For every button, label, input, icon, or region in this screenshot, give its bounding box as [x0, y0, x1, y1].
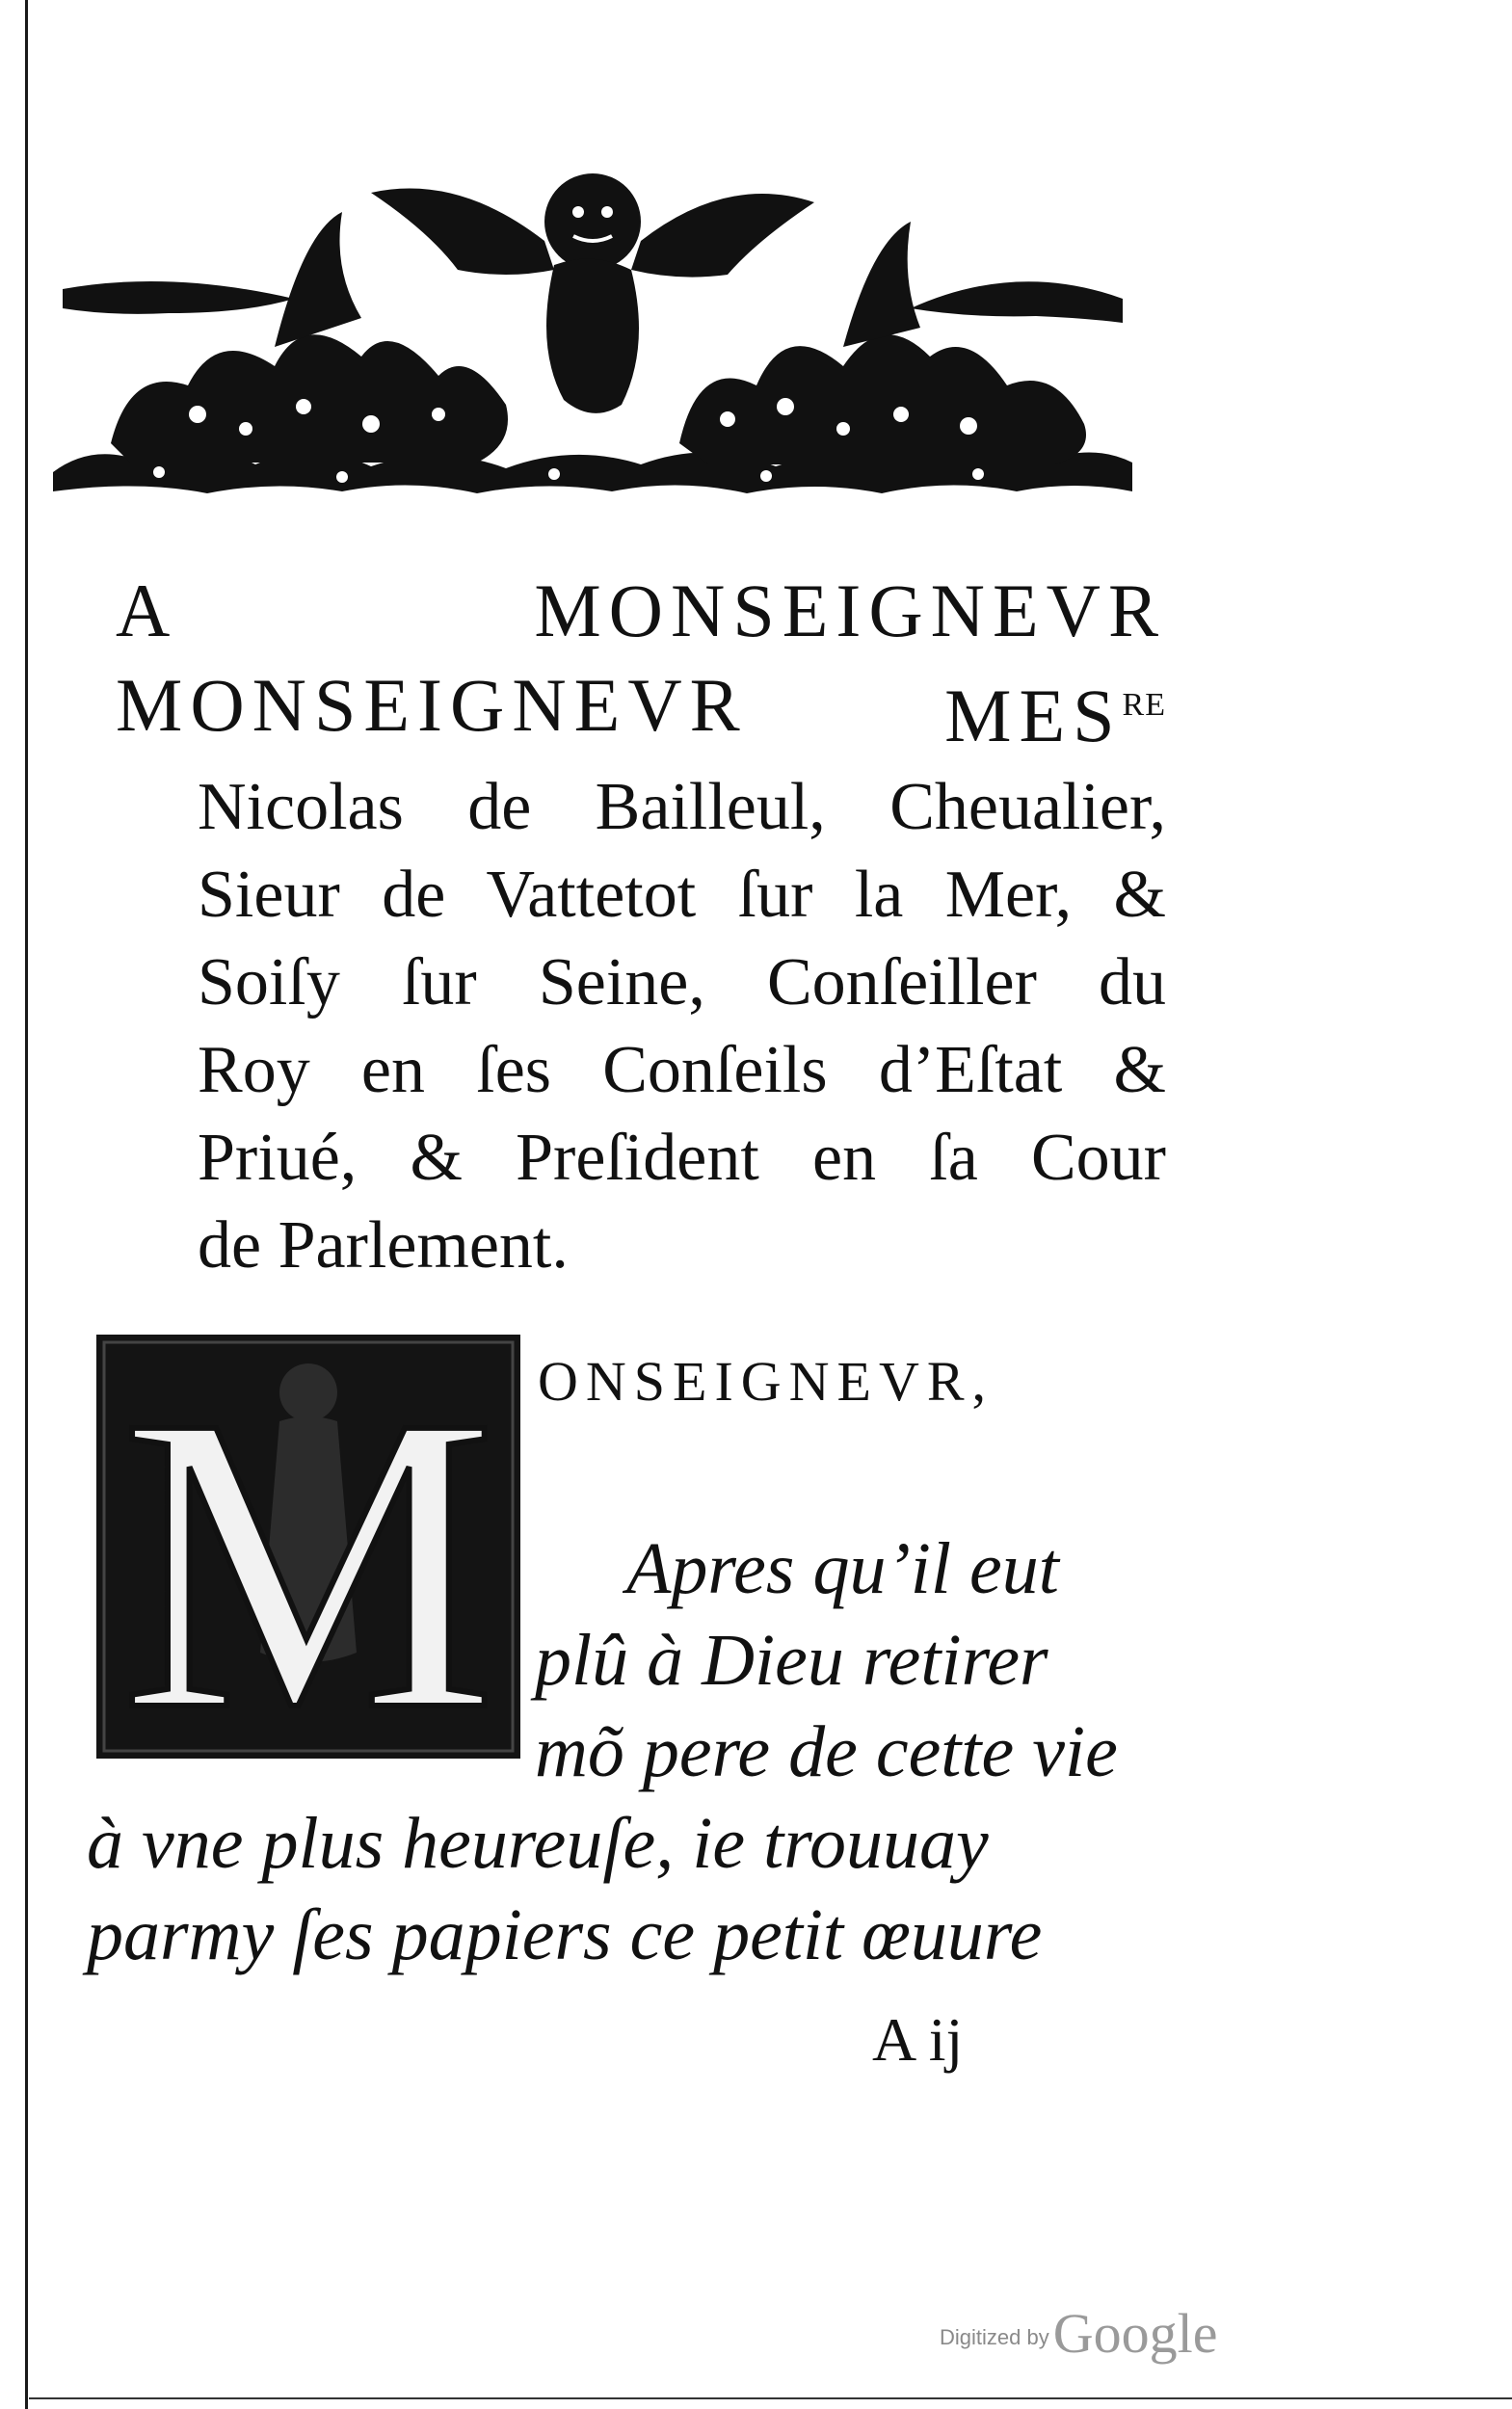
salutation: ONSEIGNEVR,: [538, 1350, 995, 1413]
dedication-title: [116, 564, 1166, 1289]
addressee-block: [116, 763, 1166, 1289]
title-line-2: [116, 658, 1166, 763]
page-edge-line: [29, 2397, 1512, 2399]
title-word-a: A: [116, 569, 178, 652]
watermark-prefix: Digitized by: [940, 2325, 1049, 2349]
address-line: Nicolas de Bailleul, Cheualier,: [198, 770, 1166, 844]
body-line: mõ pere de cette vie: [535, 1711, 1118, 1792]
title-word-mes: $MES^{RE}$: [944, 674, 1166, 757]
initial-letter: M: [119, 1335, 497, 1759]
woodcut-headpiece-ornament: [53, 154, 1132, 520]
body-line: parmy ſes papiers ce petit œuure: [87, 1894, 1043, 1975]
digitization-watermark: [940, 2301, 1217, 2366]
title-superscript: RE: [1122, 687, 1166, 723]
body-line: à vne plus heureuſe, ie trouuay: [87, 1803, 989, 1884]
address-line: de Parlement.: [198, 1208, 569, 1283]
gutter-line: [25, 0, 28, 2409]
address-line: Priué, & Preſident en ſa Cour: [198, 1121, 1166, 1195]
body-line: Apres qu’il eut: [626, 1528, 1059, 1609]
body-line: plû à Dieu retirer: [535, 1620, 1048, 1701]
decorated-initial: [96, 1335, 520, 1759]
watermark-brand: Google: [1052, 2302, 1218, 2365]
address-line: Sieur de Vattetot ſur la Mer, &: [198, 858, 1166, 932]
signature-mark: A ij: [872, 2005, 964, 2074]
address-line: Soiſy ſur Seine, Conſeiller du: [198, 945, 1166, 1019]
title-word-monseigneur-2: MONSEIGNEVR: [116, 663, 748, 747]
title-word-monseigneur: MONSEIGNEVR: [534, 569, 1166, 652]
title-line-1: [116, 564, 1166, 658]
address-line: Roy en ſes Conſeils d’Eſtat &: [198, 1033, 1166, 1107]
